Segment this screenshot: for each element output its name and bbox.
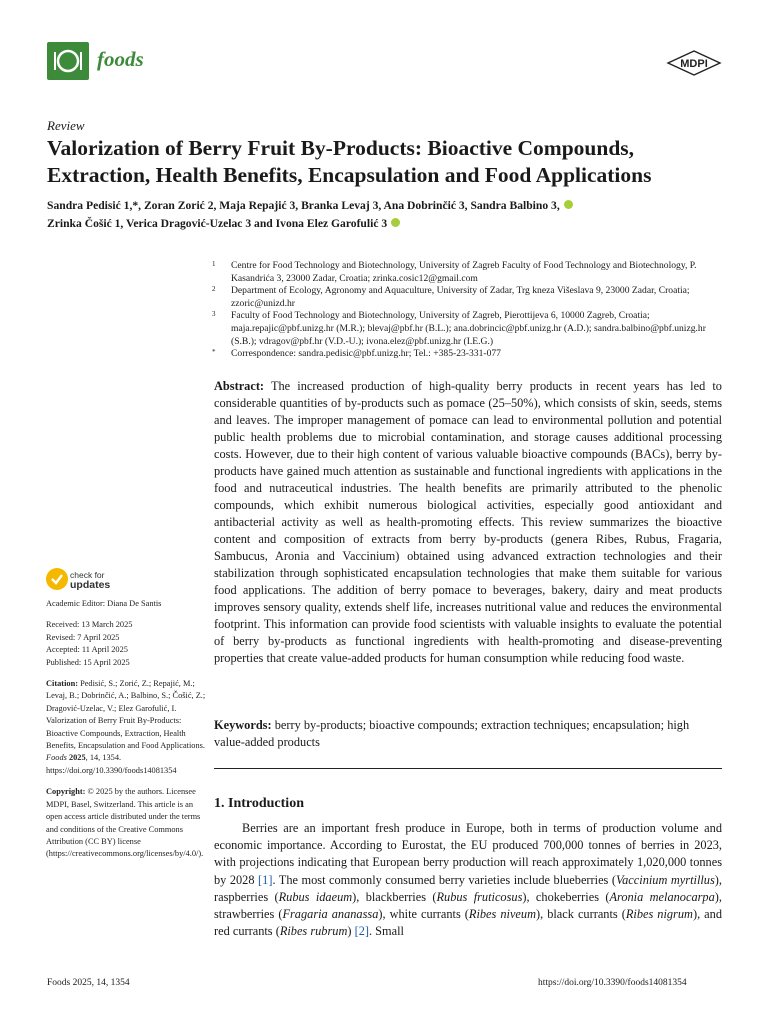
abstract-label: Abstract: (214, 379, 265, 393)
author-line-2: Zrinka Čošić 1, Verica Dragović-Uzelac 3 and Ivona Elez Garofulić 3 (47, 215, 737, 233)
svg-text:MDPI: MDPI (680, 58, 708, 70)
author-list (47, 197, 737, 233)
revised-date: Revised: 7 April 2025 (46, 632, 120, 642)
section-heading: 1. Introduction (214, 796, 304, 811)
affiliation-item: 3 Faculty of Food Technology and Biotechnology, University of Zagreb, Pierottijeva 6, 10000 Zagreb, Croatia; maja.repajic@pbf.unizg.hr (M.R.); blevaj@pbf.hr (B.L.); ana.dobrincic@pbf.unizg.hr (A.D.); sandra.balbino@pbf.unizg.hr (S.B.); vdragov@pbf.hr (V.D.-U.); ivona.elez@pbf.unizg.hr (I.E.G.) (212, 310, 706, 347)
citation-link[interactable]: [1] (258, 872, 273, 887)
affiliation-item: 2 Department of Ecology, Agronomy and Aquaculture, University of Zadar, Trg kneza Višeslava 9, 23000 Zadar, Croatia; zzoric@unizd.hr (212, 285, 690, 309)
journal-name[interactable]: foods (97, 47, 144, 71)
introduction-paragraph: Berries are an important fresh produce in Europe, both in terms of production volume and economic importance. According to Eurostat, the EU produced 700,000 tonnes of berries in 2023, with projections indicating that European berry production will reach approximately 1,020,000 tonnes by 2028 [1]. The most commonly consumed berry varieties include blueberries (Vaccinium myrtillus), raspberries (Rubus idaeum), blackberries (Rubus fruticosus), chokeberries (Aronia melanocarpa), strawberries (Fragaria ananassa), white currants (Ribes niveum), black currants (Ribes nigrum), and red currants (Ribes rubrum) [2]. Small (214, 821, 722, 939)
article-info-sidebar (46, 598, 206, 870)
section-divider (214, 768, 722, 769)
orcid-icon[interactable] (391, 218, 400, 227)
keywords-label: Keywords: (214, 718, 272, 732)
published-date: Published: 15 April 2025 (46, 657, 130, 667)
footer-citation: Foods 2025, 14, 1354 (47, 978, 130, 988)
accepted-date: Accepted: 11 April 2025 (46, 645, 128, 655)
affiliations (212, 260, 732, 361)
abstract (214, 378, 722, 667)
article-title: Valorization of Berry Fruit By-Products: Bioactive Compounds, Extraction, Health Benefits, Encapsulation and Food Applications (47, 136, 652, 187)
abstract-text: The increased production of high-quality berry products in recent years has led to considerable quantities of by-products such as pomace (25–50%), which consists of skin, seeds, stems and leaves. The improper management of pomace can lead to environmental pollution and potential public health problems due to microbial contamination, and storage causes additional processing costs. However, due to their high content of various valuable bioactive compounds (BACs), berry by-products have gained much attention as sustainable and functional ingredients with applications in the food and nutraceutical industries. The health benefits are primarily attributed to the phenolic compounds, which exhibit numerous biological activities, especially good antioxidant and antibacterial activity as well as health-promoting effects. This review summarizes the bioactive content and composition of extracts from berry by-products (genera Ribes, Rubus, Fragaria, Sambucus, Aronia and Vaccinium) obtained using advanced extraction technologies and their stabilization through sophisticated encapsulation technologies that make them suitable for various food applications. The addition of berry pomace to beverages, bakery, dairy and meat products improves sensory quality, extends shelf life, increases nutritional value and reduces the environmental footprint. This information can provide food scientists with valuable insights to evaluate the potential of berry by-products as functional ingredients with health-promoting and disease-preventing properties that create value-added products for human consumption while reducing food waste. (214, 379, 722, 665)
affiliation-item: 1 Centre for Food Technology and Biotechnology, University of Zagreb Faculty of Food Technology and Biotechnology, P. Kasandrića 3, 23000 Zadar, Croatia; zrinka.cosic12@gmail.com (212, 260, 697, 284)
keywords-text: berry by-products; bioactive compounds; extraction techniques; encapsulation; high value-added products (214, 718, 690, 749)
article-type: Review (47, 118, 85, 133)
citation: Citation: Pedisić, S.; Zorić, Z.; Repajić, M.; Levaj, B.; Dobrinčić, A.; Balbino, S.; Čošić, Z.; Dragović-Uzelac, V.; Elez Garofulić, I. Valorization of Berry Fruit By-Products: Bioactive Compounds, Extraction, Health Benefits, Encapsulation and Food Applications. Foods 2025, 14, 1354. https://doi.org/10.3390/foods14081354 (46, 679, 206, 775)
keywords (214, 717, 722, 751)
academic-editor: Academic Editor: Diana De Santis (46, 599, 162, 608)
citation-link[interactable]: [2] (354, 924, 369, 939)
check-updates-icon[interactable] (46, 568, 68, 590)
correspondence: * Correspondence: sandra.pedisic@pbf.unizg.hr; Tel.: +385-23-331-077 (212, 348, 501, 360)
orcid-icon[interactable] (564, 200, 573, 209)
copyright: Copyright: © 2025 by the authors. Licensee MDPI, Basel, Switzerland. This article is an open access article distributed under the terms and conditions of the Creative Commons Attribution (CC BY) license (https://creativecommons.org/licenses/by/4.0/). (46, 787, 204, 859)
dates (46, 619, 206, 669)
journal-logo[interactable] (47, 42, 89, 80)
footer-doi-link[interactable]: https://doi.org/10.3390/foods14081354 (538, 978, 687, 988)
mdpi-logo[interactable] (666, 50, 722, 76)
received-date: Received: 13 March 2025 (46, 620, 133, 630)
author-line-1: Sandra Pedisić 1,*, Zoran Zorić 2, Maja Repajić 3, Branka Levaj 3, Ana Dobrinčić 3, Sandra Balbino 3, (47, 197, 737, 215)
check-updates-button[interactable]: check for updates (70, 570, 111, 591)
